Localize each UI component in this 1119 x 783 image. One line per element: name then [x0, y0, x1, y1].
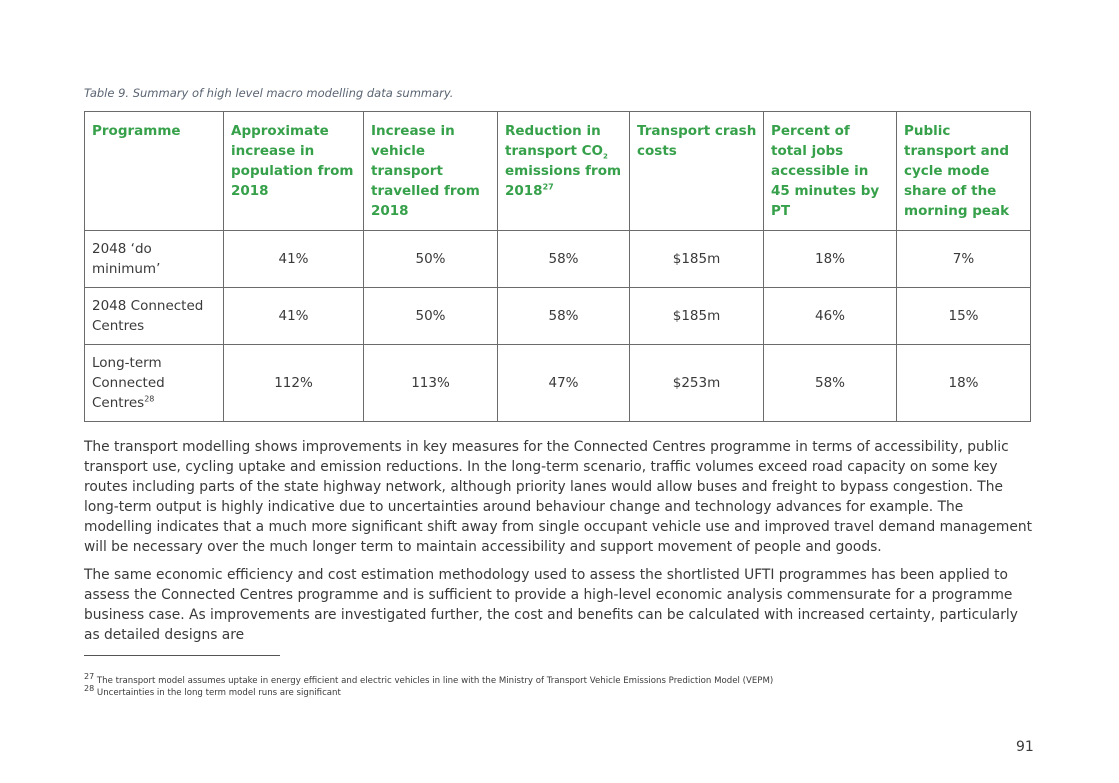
header-mode-share: Public transport and cycle mode share of the morning peak [897, 112, 1031, 231]
footnote-ref-28[interactable]: 28 [144, 394, 155, 404]
header-co2-reduction [498, 112, 630, 231]
header-co2-subscript: 2 [603, 152, 608, 161]
table-row [85, 288, 1031, 345]
cell-co2: 47% [498, 345, 630, 422]
cell-jobs: 18% [764, 231, 897, 288]
cell-co2: 58% [498, 288, 630, 345]
cell-crash-costs: $185m [630, 231, 764, 288]
cell-vehicle-travel: 50% [364, 288, 498, 345]
page-number: 91 [1016, 739, 1034, 755]
cell-vehicle-travel: 113% [364, 345, 498, 422]
cell-jobs: 58% [764, 345, 897, 422]
cell-mode-share: 7% [897, 231, 1031, 288]
paragraph: The transport modelling shows improvements in key measures for the Connected Centres programme in terms of accessibility, public transport use, cycling uptake and emission reductions. In the long-term scenario, traffic volumes exceed road capacity on some key routes including parts of the state highway network, although priority lanes would allow buses and freight to bypass congestion. The long-term output is highly indicative due to uncertainties around behaviour change and technology advances for example. The modelling indicates that a much more significant shift away from single occupant vehicle use and improved travel demand management will be necessary over the much longer term to maintain accessibility and support movement of people and goods. [84, 439, 1033, 556]
header-co2-text-rest: emissions from 2018 [505, 163, 622, 199]
table-row [85, 231, 1031, 288]
row-label-cell [85, 345, 224, 422]
cell-mode-share: 18% [897, 345, 1031, 422]
cell-crash-costs: $185m [630, 288, 764, 345]
footnote-ref-27[interactable]: 27 [542, 182, 554, 192]
table-caption: Table 9. Summary of high level macro modelling data summary. [84, 86, 454, 100]
row-label: 2048 ‘do minimum’ [85, 231, 224, 288]
cell-co2: 58% [498, 231, 630, 288]
table-header-row [85, 112, 1031, 231]
footnote-divider [84, 655, 280, 656]
cell-population: 112% [224, 345, 364, 422]
footnote-28 [84, 684, 773, 699]
header-population-increase: Approximate increase in population from 2018 [224, 112, 364, 231]
paragraph: The same economic efficiency and cost estimation methodology used to assess the shortlisted UFTI programmes has been applied to assess the Connected Centres programme and is sufficient to provide a high-level economic analysis commensurate for a programme business case. As improvements are investigated further, the cost and benefits can be calculated with increased certainty, particularly as detailed designs are [84, 566, 1018, 643]
header-jobs-accessible: Percent of total jobs accessible in 45 minutes by PT [764, 112, 897, 231]
row-label: Long-term Connected Centres [92, 355, 165, 411]
header-programme: Programme [85, 112, 224, 231]
footnotes [84, 672, 774, 699]
footnote-text: Uncertainties in the long term model runs are significant [94, 688, 341, 698]
cell-crash-costs: $253m [630, 345, 764, 422]
header-co2-text: Reduction in transport CO [505, 123, 604, 159]
footnote-number: 27 [84, 672, 95, 682]
modelling-summary-table [84, 111, 1031, 422]
cell-jobs: 46% [764, 288, 897, 345]
footnote-number: 28 [84, 684, 95, 694]
header-crash-costs: Transport crash costs [630, 112, 764, 231]
cell-mode-share: 15% [897, 288, 1031, 345]
row-label: 2048 Connected Centres [85, 288, 224, 345]
cell-population: 41% [224, 288, 364, 345]
cell-vehicle-travel: 50% [364, 231, 498, 288]
footnote-text: The transport model assumes uptake in energy efficient and electric vehicles in line with the Ministry of Transport Vehicle Emissions Prediction Model (VEPM) [94, 676, 774, 686]
cell-population: 41% [224, 231, 364, 288]
footnote-27 [84, 672, 774, 687]
header-vehicle-travel-increase: Increase in vehicle transport travelled from 2018 [364, 112, 498, 231]
body-text [84, 437, 1034, 652]
table-row [85, 345, 1031, 422]
